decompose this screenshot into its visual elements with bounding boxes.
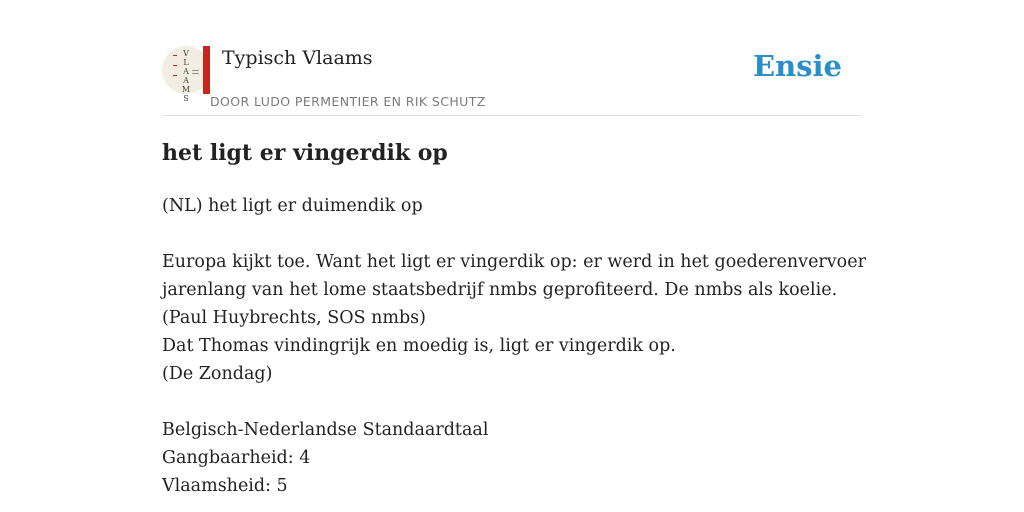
site-header [162,44,862,116]
logo-letter: A [183,76,189,85]
logo-red-stripe [203,46,210,94]
example-line: Europa kijkt toe. Want het ligt er vingerdik op: er werd in het goederenvervoer [162,252,866,272]
paragraph-gap [162,388,862,416]
vlaamsheid-score: Vlaamsheid: 5 [162,476,288,496]
register-label: Belgisch-Nederlandse Standaardtaal [162,420,489,440]
example-source: (De Zondag) [162,364,273,384]
gangbaarheid-score: Gangbaarheid: 4 [162,448,311,468]
example-line: jarenlang van het lome staatsbedrijf nmbs geprofiteerd. De nmbs als koelie. [162,280,838,300]
logo-letters [181,49,191,103]
entry-body [162,192,866,500]
logo-ornament [173,65,177,66]
logo-ornament [192,73,199,74]
paragraph-gap [162,220,862,248]
dictionary-logo[interactable] [162,46,210,103]
ensie-brand-link[interactable]: Ensie [753,49,842,83]
logo-ornament [173,75,177,76]
logo-ornament [173,55,177,56]
nl-equivalent: (NL) het ligt er duimendik op [162,196,423,216]
dictionary-byline: DOOR LUDO PERMENTIER EN RIK SCHUTZ [210,94,486,109]
logo-letter: V [183,49,189,58]
dictionary-title-link[interactable]: Typisch Vlaams [222,47,373,69]
example-line: Dat Thomas vindingrijk en moedig is, ligt er vingerdik op. [162,336,676,356]
logo-ornament [192,70,199,71]
logo-letter: A [183,67,189,76]
entry-headword: het ligt er vingerdik op [162,140,448,166]
example-source: (Paul Huybrechts, SOS nmbs) [162,308,426,328]
logo-letter: M [181,85,191,94]
logo-letter: S [183,94,189,103]
logo-letter: L [183,58,189,67]
